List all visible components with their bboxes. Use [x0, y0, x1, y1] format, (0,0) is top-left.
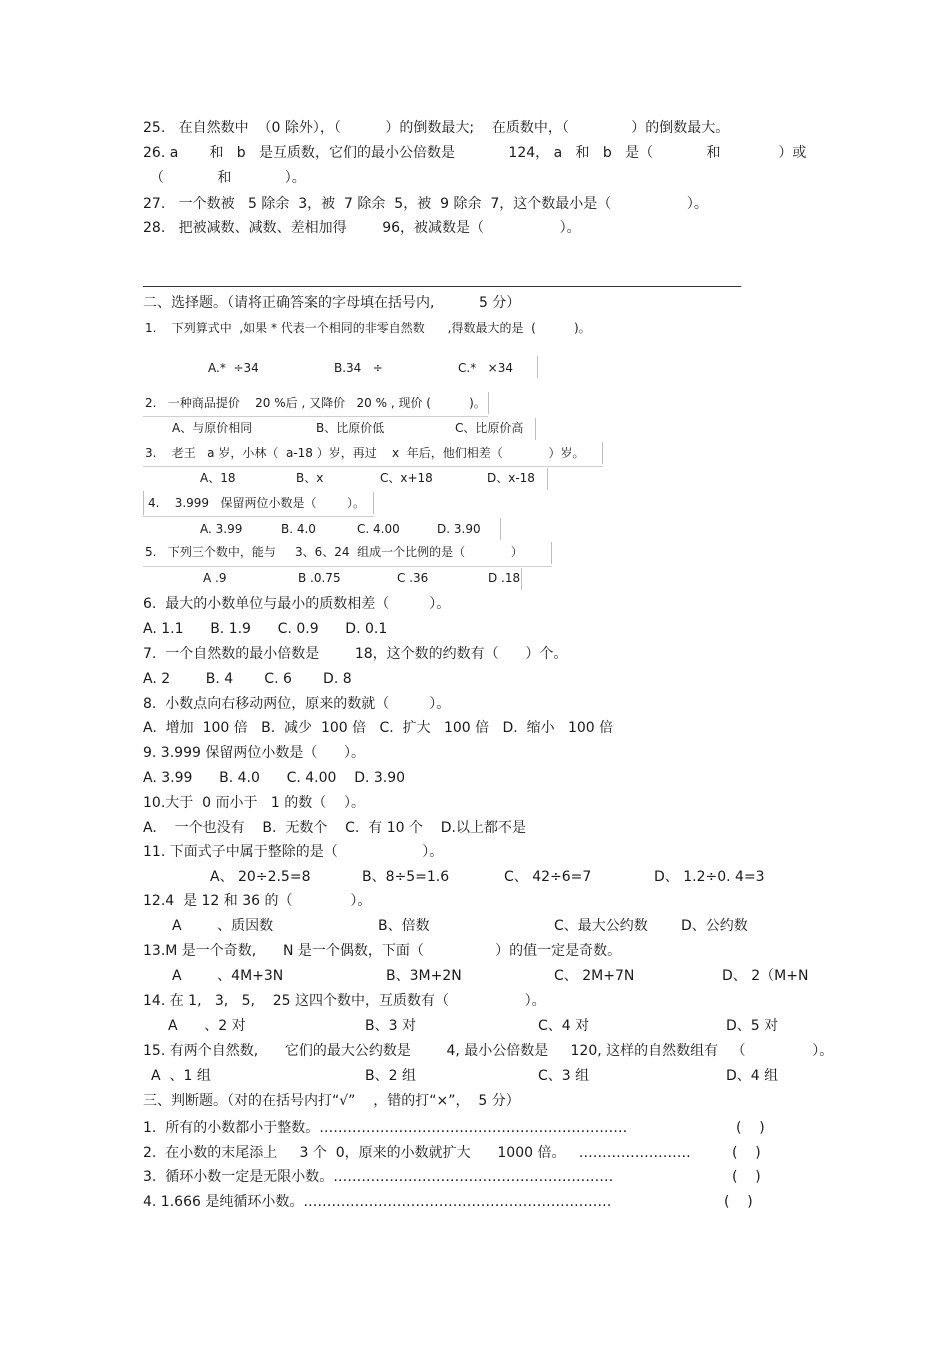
choice-q4-option-b: B. 4.0 [281, 522, 316, 536]
table-border [602, 442, 603, 464]
choice-q9-options: A. 3.99 B. 4.0 C. 4.00 D. 3.90 [143, 770, 406, 786]
table-border [521, 568, 522, 590]
choice-q11: 11. 下面式子中属于整除的是（ ）。 [143, 844, 444, 860]
table-border [143, 566, 552, 567]
choice-q15-option-d: D、4 组 [726, 1068, 779, 1084]
choice-q9: 9. 3.999 保留两位小数是（ ）。 [143, 745, 366, 761]
choice-q13-option-d: D、 2（M+N [722, 968, 809, 984]
question-25: 25. 在自然数中 （0 除外），（ ）的倒数最大; 在质数中，（ ）的倒数最大。 [143, 120, 730, 136]
table-border [500, 518, 501, 540]
table-border [373, 492, 374, 514]
table-border [537, 356, 538, 378]
choice-q3-option-d: D、x-18 [487, 471, 535, 485]
choice-q1: 1. 下列算式中 ,如果 * 代表一个相同的非零自然数 ,得数最大的是 ( )。 [145, 321, 591, 335]
table-border [143, 491, 144, 515]
choice-q3-option-a: A、18 [200, 471, 236, 485]
judge-q4: 4. 1.666 是纯循环小数。………………………………………………………… [143, 1194, 612, 1210]
choice-q6: 6. 最大的小数单位与最小的质数相差（ ）。 [143, 596, 451, 612]
question-28: 28. 把被减数、减数、差相加得 96，被减数是（ ）。 [143, 220, 581, 236]
choice-q2-option-b: B、比原价低 [316, 421, 385, 435]
choice-q1-option-b: B.34 ÷ [334, 361, 383, 375]
section-3-title: 三、判断题。（对的在括号内打“√” ，错的打“×”， 5 分） [143, 1093, 520, 1109]
choice-q14-option-d: D、5 对 [726, 1018, 779, 1034]
choice-q15-option-c: C、3 组 [538, 1068, 590, 1084]
choice-q13-option-b: B、3M+2N [386, 968, 462, 984]
choice-q6-options: A. 1.1 B. 1.9 C. 0.9 D. 0.1 [143, 621, 388, 637]
choice-q14: 14. 在 1, 3, 5, 25 这四个数中，互质数有（ ）。 [143, 993, 546, 1009]
judge-q1: 1. 所有的小数都小于整数。………………………………………………………… [143, 1120, 628, 1136]
choice-q15: 15. 有两个自然数, 它们的最大公约数是 4, 最小公倍数是 120, 这样的自然数组有 （ ）。 [143, 1043, 834, 1059]
choice-q1-option-c: C.* ×34 [458, 361, 513, 375]
choice-q11-option-a: A、 20÷2.5=8 [210, 869, 311, 885]
table-border [143, 416, 488, 417]
table-border [535, 418, 536, 440]
choice-q11-option-b: B、8÷5=1.6 [362, 869, 450, 885]
table-border [143, 466, 603, 467]
choice-q5-option-c: C .36 [397, 571, 429, 585]
choice-q7: 7. 一个自然数的最小倍数是 18，这个数的约数有（ ）个。 [143, 646, 568, 662]
choice-q5: 5. 下列三个数中，能与 3、6、24 组成一个比例的是（ ） [145, 545, 523, 559]
table-border [143, 516, 374, 517]
judge-q1-answer-box[interactable]: ( ) [736, 1120, 765, 1136]
choice-q12-option-c: C、最大公约数 [554, 918, 648, 934]
choice-q15-option-a: A 、1 组 [151, 1068, 211, 1084]
choice-q12: 12.4 是 12 和 36 的（ ）。 [143, 893, 372, 909]
choice-q15-option-b: B、2 组 [365, 1068, 416, 1084]
choice-q3: 3. 老王 a 岁，小林（ a-18 ）岁，再过 x 年后，他们相差（ ）岁。 [145, 446, 585, 460]
choice-q3-option-b: B、x [296, 471, 324, 485]
choice-q13-option-c: C、 2M+7N [554, 968, 635, 984]
choice-q13-option-a: A 、4M+3N [172, 968, 284, 984]
choice-q5-option-b: B .0.75 [298, 571, 341, 585]
choice-q14-option-b: B、3 对 [365, 1018, 416, 1034]
section-2-title: 二、选择题。（请将正确答案的字母填在括号内, 5 分） [143, 295, 521, 311]
section-divider [143, 286, 741, 287]
choice-q4-option-a: A. 3.99 [200, 522, 243, 536]
choice-q12-option-d: D、公约数 [681, 918, 748, 934]
choice-q11-option-c: C、 42÷6=7 [504, 869, 592, 885]
choice-q14-option-c: C、4 对 [538, 1018, 590, 1034]
choice-q2-option-c: C、比原价高 [455, 421, 524, 435]
choice-q4: 4. 3.999 保留两位小数是（ ）。 [148, 496, 366, 510]
choice-q12-option-a: A 、质因数 [172, 918, 274, 934]
judge-q3-answer-box[interactable]: ( ) [732, 1169, 761, 1185]
choice-q7-options: A. 2 B. 4 C. 6 D. 8 [143, 671, 352, 687]
choice-q2: 2. 一种商品提价 20 %后 , 又降价 20 % , 现价 ( )。 [145, 396, 486, 410]
choice-q1-option-a: A.* ÷34 [208, 361, 259, 375]
question-26: 26. a 和 b 是互质数，它们的最小公倍数是 124， a 和 b 是（ 和 ）或 [143, 145, 807, 161]
choice-q5-option-d: D .18 [488, 571, 521, 585]
choice-q3-option-c: C、x+18 [380, 471, 433, 485]
choice-q10: 10.大于 0 而小于 1 的数（ ）。 [143, 795, 366, 811]
choice-q8: 8. 小数点向右移动两位，原来的数就（ ）。 [143, 696, 451, 712]
choice-q5-option-a: A .9 [203, 571, 227, 585]
question-26-continued: （ 和 ）。 [150, 170, 306, 186]
question-27: 27. 一个数被 5 除余 3，被 7 除余 5，被 9 除余 7，这个数最小是（ ）。 [143, 196, 708, 212]
table-border [547, 468, 548, 490]
table-border [488, 392, 489, 414]
choice-q2-option-a: A、与原价相同 [172, 421, 253, 435]
choice-q4-option-d: D. 3.90 [437, 522, 481, 536]
choice-q4-option-c: C. 4.00 [357, 522, 400, 536]
judge-q4-answer-box[interactable]: ( ) [724, 1194, 753, 1210]
choice-q13: 13.M 是一个奇数, N 是一个偶数，下面（ ）的值一定是奇数。 [143, 943, 622, 959]
choice-q14-option-a: A 、2 对 [168, 1018, 246, 1034]
judge-q2: 2. 在小数的末尾添上 3 个 0，原来的小数就扩大 1000 倍。 …………………… [143, 1145, 691, 1161]
judge-q3: 3. 循环小数一定是无限小数。…………………………………………………… [143, 1169, 614, 1185]
choice-q12-option-b: B、倍数 [378, 918, 430, 934]
choice-q8-options: A. 增加 100 倍 B. 减少 100 倍 C. 扩大 100 倍 D. 缩小 100 倍 [143, 720, 614, 736]
judge-q2-answer-box[interactable]: ( ) [732, 1145, 761, 1161]
choice-q10-options: A. 一个也没有 B. 无数个 C. 有 10 个 D.以上都不是 [143, 820, 527, 836]
choice-q11-option-d: D、 1.2÷0. 4=3 [654, 869, 765, 885]
table-border [551, 542, 552, 564]
